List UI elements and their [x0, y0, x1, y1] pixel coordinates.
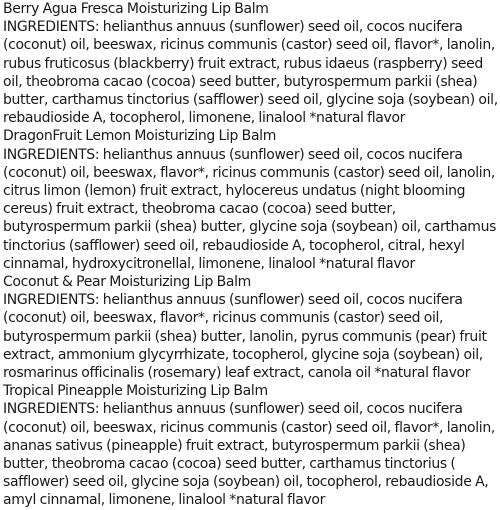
- product-tropical-pineapple: [3, 382, 498, 509]
- product-title: Coconut & Pear Moisturizing Lip Balm: [3, 274, 251, 291]
- product-title: DragonFruit Lemon Moisturizing Lip Balm: [3, 128, 276, 145]
- ingredients-list: INGREDIENTS: helianthus annuus (sunflower) seed oil, cocos nucifera (coconut) oil, beeswax, ricinus communis (castor) seed oil, flavor*, lanolin, ananas sativus (pineapple) fruit extract, butyrospermum parkii (shea) butter, theobroma cacao (cocoa) seed butter, carthamus tinctorius ( safflower) seed oil, glycine soja (soybean) oil, tocopherol, rebaudioside A, amyl cinnamal, limonene, linalool *natural flavor: [3, 401, 495, 509]
- product-dragonfruit-lemon: [3, 127, 498, 273]
- product-title: Tropical Pineapple Moisturizing Lip Balm: [3, 383, 268, 400]
- ingredients-list: INGREDIENTS: helianthus annuus (sunflower) seed oil, cocos nucifera (coconut) oil, beeswax, flavor*, ricinus communis (castor) seed oil, butyrospermum parkii (shea) butter, lanolin, pyrus communis (pear) fruit extract, ammonium glycyrrhizate, tocopherol, glycine soja (soybean) oil, rosmarinus officinalis (rosemary) leaf extract, canola oil *natural flavor: [3, 292, 487, 382]
- product-berry-agua-fresca: [3, 0, 498, 127]
- product-coconut-pear: [3, 273, 498, 382]
- ingredients-list: INGREDIENTS: helianthus annuus (sunflower) seed oil, cocos nucifera (coconut) oil, beeswax, flavor*, ricinus communis (castor) seed oil, lanolin, citrus limon (lemon) fruit extract, hylocereus undatus (night blooming cereus) fruit extract, theobroma cacao (cocoa) seed butter, butyrospermum parkii (shea) butter, glycine soja (soybean) oil, carthamus tinctorius (safflower) seed oil, rebaudioside A, tocopherol, citral, hexyl cinnamal, hydroxycitronellal, limonene, linalool *natural flavor: [3, 146, 497, 272]
- ingredients-list: INGREDIENTS: helianthus annuus (sunflower) seed oil, cocos nucifera (coconut) oil, beeswax, ricinus communis (castor) seed oil, flavor*, lanolin, rubus fruticosus (blackberry) fruit extract, rubus idaeus (raspberry) seed oil, theobroma cacao (cocoa) seed butter, butyrospermum parkii (shea) butter, carthamus tinctorius (safflower) seed oil, glycine soja (soybean) oil, rebaudioside A, tocopherol, limonene, linalool *natural flavor: [3, 19, 498, 127]
- product-title: Berry Agua Fresca Moisturizing Lip Balm: [3, 1, 269, 17]
